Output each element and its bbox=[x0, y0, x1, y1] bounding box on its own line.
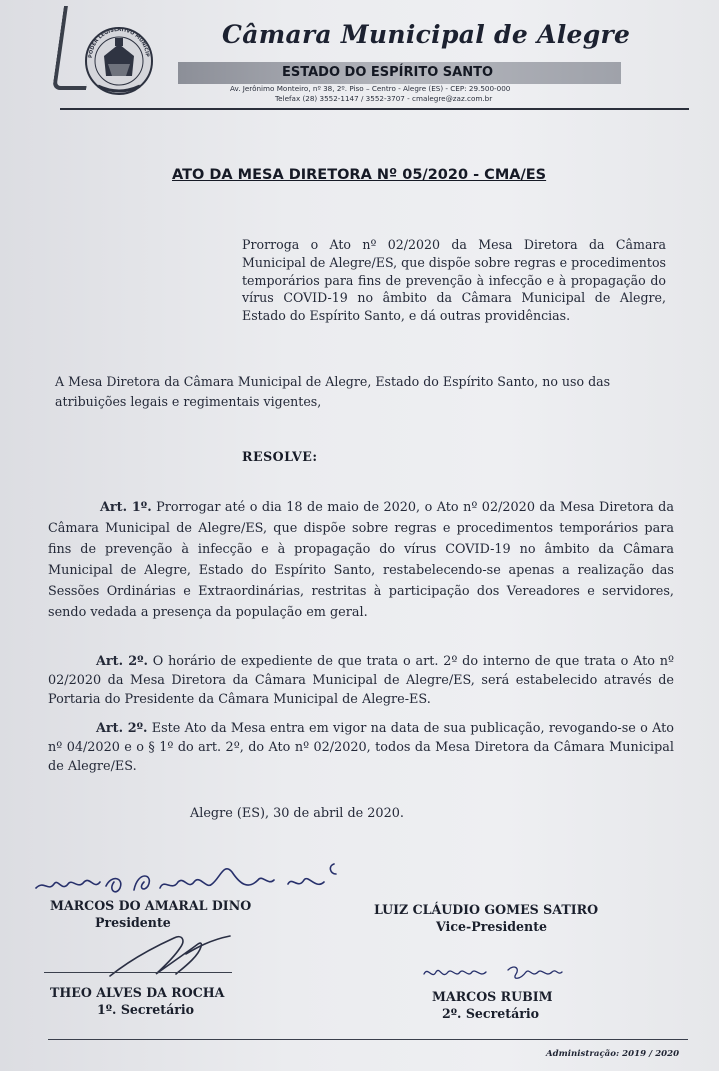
article-2 bbox=[48, 652, 674, 709]
signatory-role-president: Presidente bbox=[95, 915, 171, 930]
document-title: ATO DA MESA DIRETORA Nº 05/2020 - CMA/ES bbox=[172, 167, 547, 183]
header-divider bbox=[60, 108, 689, 110]
address-line: Av. Jerônimo Monteiro, nº 38, 2º. Piso – Centro - Alegre (ES) - CEP: 29.500-000 bbox=[230, 84, 511, 93]
signatory-name-second-secretary: MARCOS RUBIM bbox=[432, 989, 553, 1004]
article-1 bbox=[48, 497, 674, 623]
article-text: Este Ato da Mesa entra em vigor na data de sua publicação, revogando-se o Ato nº 04/2020 e o § 1º do art. 2º, do Ato nº 02/2020, todos da Mesa Diretora da Câmara Municipal de Alegre/ES. bbox=[48, 721, 674, 774]
article-3 bbox=[48, 719, 674, 776]
signatory-name-vice-president: LUIZ CLÁUDIO GOMES SATIRO bbox=[374, 902, 599, 917]
footer-divider bbox=[48, 1039, 688, 1040]
signatory-name-president: MARCOS DO AMARAL DINO bbox=[50, 898, 252, 913]
resolve-heading: RESOLVE: bbox=[242, 449, 318, 464]
contact-line: Telefax (28) 3552-1147 / 3552-3707 - cmalegre@zaz.com.br bbox=[275, 94, 493, 103]
preamble-paragraph: A Mesa Diretora da Câmara Municipal de Alegre, Estado do Espírito Santo, no uso das atribuições legais e regimentais vigentes, bbox=[55, 374, 611, 409]
article-text: Prorrogar até o dia 18 de maio de 2020, o Ato nº 02/2020 da Mesa Diretora da Câmara Municipal de Alegre/ES, que dispõe sobre regras e procedimentos temporários para fins de prevenção à infecção e à propagação do vírus COVID-19 no âmbito da Câmara Municipal de Alegre, Estado do Espírito Santo, restabelecendo-se apenas a realização das Sessões Ordinárias e Extraordinárias, restritas à participação dos Vereadores e servidores, sendo vedada a presença da população em geral. bbox=[48, 500, 674, 620]
signatory-role-second-secretary: 2º. Secretário bbox=[442, 1006, 540, 1021]
seal-text: PODER LEGISLATIVO MUNICIP bbox=[87, 26, 150, 59]
signature-secretary2-handwritten bbox=[422, 962, 572, 988]
signatory-name-first-secretary: THEO ALVES DA ROCHA bbox=[50, 985, 225, 1000]
article-label: Art. 2º. bbox=[96, 721, 148, 736]
article-text: O horário de expediente de que trata o art. 2º do interno de que trata o Ato nº 02/2020 da Mesa Diretora da Câmara Municipal de Alegre/ES, será estabelecido através de Portaria do Presidente da Câmara Municipal de Alegre-ES. bbox=[48, 654, 674, 707]
signature-line bbox=[44, 972, 232, 973]
signatory-role-vice-president: Vice-Presidente bbox=[436, 919, 548, 934]
ementa-paragraph: Prorroga o Ato nº 02/2020 da Mesa Diretora da Câmara Municipal de Alegre/ES, que dispõe sobre regras e procedimentos temporários para fins de prevenção à infecção e à propagação do vírus COVID-19 no âmbito da Câmara Municipal de Alegre, Estado do Espírito Santo, e dá outras providências. bbox=[242, 237, 666, 324]
org-name: Câmara Municipal de Alegre bbox=[222, 20, 631, 49]
article-label: Art. 1º. bbox=[100, 500, 152, 515]
signatory-role-first-secretary: 1º. Secretário bbox=[97, 1002, 195, 1017]
place-date: Alegre (ES), 30 de abril de 2020. bbox=[190, 806, 404, 821]
state-name: ESTADO DO ESPÍRITO SANTO bbox=[282, 65, 494, 80]
municipal-seal-logo bbox=[82, 16, 156, 106]
article-label: Art. 2º. bbox=[96, 654, 148, 669]
footer-administration: Administração: 2019 / 2020 bbox=[546, 1049, 680, 1059]
